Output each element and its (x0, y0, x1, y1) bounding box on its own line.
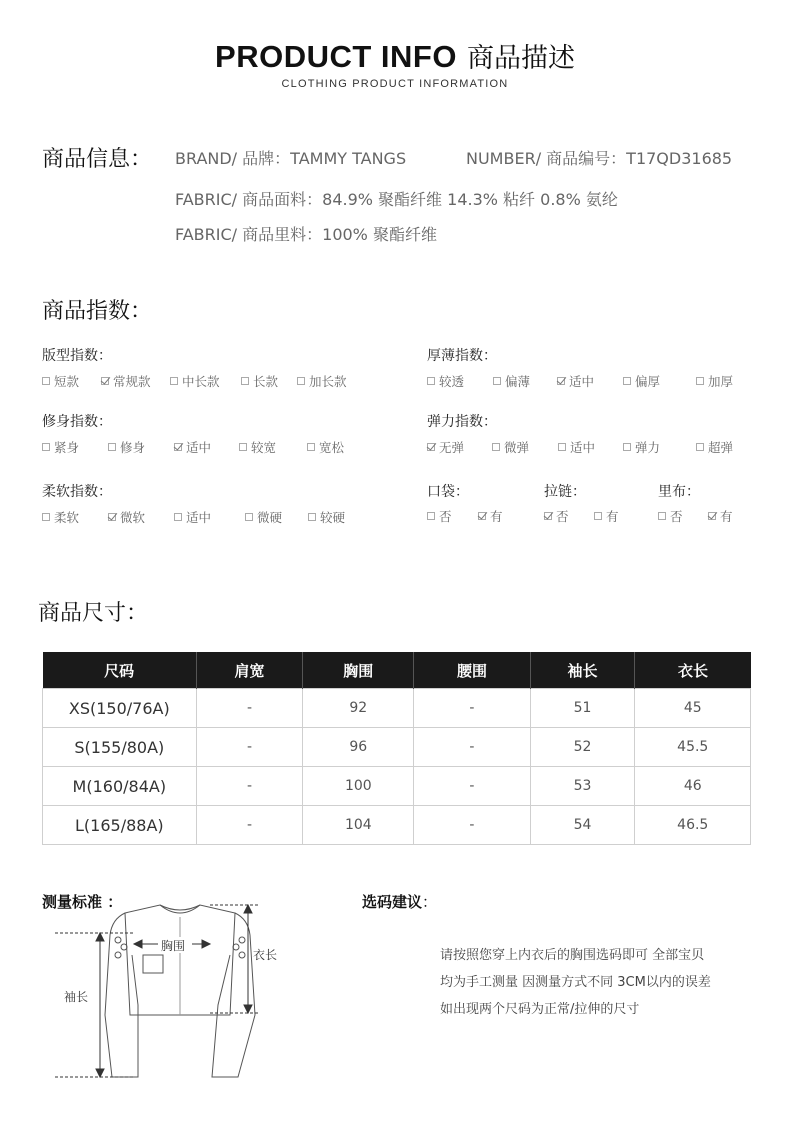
thickness-option-label: 较透 (439, 374, 465, 389)
softness-option-label: 微硬 (257, 510, 283, 525)
size-column-header: 衣长 (635, 652, 751, 689)
softness-option[interactable] (42, 508, 79, 526)
softness-label: 柔软指数： (42, 484, 112, 500)
zipper-option-label: 有 (606, 509, 619, 524)
softness-option[interactable] (108, 508, 145, 526)
fit-type-label: 版型指数： (42, 348, 112, 364)
size-table-body (43, 689, 751, 845)
lining-option-label: 否 (670, 509, 683, 524)
size-label-cell: XS(150/76A) (43, 689, 197, 728)
checkbox-icon[interactable] (42, 443, 50, 451)
checkbox-icon[interactable] (658, 512, 666, 520)
title-chinese: 商品描述 (466, 43, 575, 74)
slim-option-label: 适中 (186, 440, 212, 455)
size-value-cell: - (196, 689, 303, 728)
softness-option-label: 柔软 (54, 510, 80, 525)
slim-option-label: 修身 (120, 440, 146, 455)
fit_type-option[interactable] (297, 372, 347, 390)
softness-option-label: 微软 (120, 510, 146, 525)
lining-option[interactable] (708, 507, 733, 525)
size-heading: 商品尺寸： (38, 601, 149, 626)
size-label-cell: M(160/84A) (43, 767, 197, 806)
size-value-cell: - (414, 689, 530, 728)
zipper-option[interactable] (594, 507, 619, 525)
size-value-cell: 45.5 (635, 728, 751, 767)
fit_type-option[interactable] (42, 372, 79, 390)
advice-line-3: 如出现两个尺码为正常/拉伸的尺寸 (440, 1002, 640, 1017)
pocket-option[interactable] (478, 507, 503, 525)
size-value-cell: 54 (530, 806, 635, 845)
pocket-option-label: 有 (490, 509, 503, 524)
slim-option-label: 宽松 (319, 440, 345, 455)
checkbox-icon[interactable] (245, 513, 253, 521)
indices-heading: 商品指数： (42, 299, 153, 324)
checkbox-icon[interactable] (307, 443, 315, 451)
pocket-label: 口袋： (427, 484, 469, 500)
size-value-cell: 100 (303, 767, 414, 806)
checked-checkbox-icon[interactable] (174, 443, 182, 451)
elastic-option[interactable] (492, 438, 529, 456)
sleeve-label: 袖长 (64, 990, 89, 1004)
lining-fabric-line: FABRIC/ 商品里料：100% 聚酯纤维 (175, 225, 437, 244)
thickness-option[interactable] (696, 372, 733, 390)
advice-line-1: 请按照您穿上内衣后的胸围选码即可 全部宝贝 (440, 948, 705, 963)
title-english: PRODUCT INFO (215, 39, 457, 74)
elastic-option[interactable] (623, 438, 660, 456)
size-column-header: 袖长 (530, 652, 635, 689)
checkbox-icon[interactable] (696, 377, 704, 385)
advice-line-2: 均为手工测量 因测量方式不同 3CM以内的误差 (440, 975, 711, 990)
checkbox-icon[interactable] (174, 513, 182, 521)
slim-option[interactable] (42, 438, 79, 456)
elastic-option-label: 弹力 (635, 440, 661, 455)
pocket-option[interactable] (427, 507, 452, 525)
lining-option-label: 有 (720, 509, 733, 524)
elastic-option[interactable] (696, 438, 733, 456)
checkbox-icon[interactable] (492, 443, 500, 451)
slim-option-label: 紧身 (54, 440, 80, 455)
size-value-cell: 51 (530, 689, 635, 728)
slim-option[interactable] (239, 438, 276, 456)
checked-checkbox-icon[interactable] (108, 513, 116, 521)
checkbox-icon[interactable] (42, 377, 50, 385)
slim-option[interactable] (174, 438, 211, 456)
size-value-cell: 45 (635, 689, 751, 728)
size-label-cell: S(155/80A) (43, 728, 197, 767)
advice-title-colon: ： (422, 893, 438, 911)
softness-option-label: 较硬 (320, 510, 346, 525)
jacket-measurement-diagram (50, 895, 300, 1085)
checkbox-icon[interactable] (108, 443, 116, 451)
size-table-row (43, 767, 751, 806)
checkbox-icon[interactable] (558, 443, 566, 451)
size-value-cell: 96 (303, 728, 414, 767)
elastic-option-label: 适中 (570, 440, 596, 455)
thickness-label: 厚薄指数： (427, 348, 497, 364)
zipper-option-label: 否 (556, 509, 569, 524)
size-column-header: 肩宽 (196, 652, 303, 689)
fit_type-option-label: 短款 (54, 374, 80, 389)
thickness-option[interactable] (493, 372, 530, 390)
size-value-cell: - (414, 806, 530, 845)
fit_type-option-label: 中长款 (182, 374, 220, 389)
elastic-option-label: 超弹 (708, 440, 734, 455)
checked-checkbox-icon[interactable] (427, 443, 435, 451)
advice-title (362, 891, 437, 912)
size-value-cell: 52 (530, 728, 635, 767)
checkbox-icon[interactable] (696, 443, 704, 451)
thickness-option-label: 适中 (569, 374, 595, 389)
elastic-option[interactable] (427, 438, 464, 456)
thickness-option[interactable] (623, 372, 660, 390)
thickness-option[interactable] (557, 372, 594, 390)
size-value-cell: 53 (530, 767, 635, 806)
page-title (0, 36, 790, 75)
size-table-row (43, 806, 751, 845)
size-table-row (43, 689, 751, 728)
fabric-line: FABRIC/ 商品面料：84.9% 聚酯纤维 14.3% 粘纤 0.8% 氨纶 (175, 190, 618, 209)
slim-option[interactable] (108, 438, 145, 456)
thickness-option-label: 加厚 (708, 374, 734, 389)
size-value-cell: - (414, 728, 530, 767)
fit_type-option[interactable] (170, 372, 220, 390)
fit_type-option-label: 常规款 (113, 374, 151, 389)
softness-option[interactable] (245, 508, 282, 526)
jacket-outline (105, 905, 255, 1077)
checkbox-icon[interactable] (427, 512, 435, 520)
size-value-cell: 46.5 (635, 806, 751, 845)
checkbox-icon[interactable] (297, 377, 305, 385)
fit_type-option-label: 加长款 (309, 374, 347, 389)
checkbox-icon[interactable] (623, 443, 631, 451)
checkbox-icon[interactable] (42, 513, 50, 521)
size-table-row (43, 728, 751, 767)
lining-index-label: 里布： (658, 484, 700, 500)
length-label: 衣长 (253, 948, 278, 962)
brand-line: BRAND/ 品牌：TAMMY TANGS (175, 149, 407, 168)
size-column-header: 尺码 (43, 652, 197, 689)
thickness-option-label: 偏薄 (505, 374, 531, 389)
size-table (42, 652, 751, 845)
checkbox-icon[interactable] (170, 377, 178, 385)
size-value-cell: - (196, 806, 303, 845)
slim-option[interactable] (307, 438, 344, 456)
measurement-title: 测量标准 ： (42, 893, 123, 911)
slim-label: 修身指数： (42, 414, 112, 430)
lining-option[interactable] (658, 507, 683, 525)
size-label-cell: L(165/88A) (43, 806, 197, 845)
checkbox-icon[interactable] (427, 377, 435, 385)
fit_type-option-label: 长款 (253, 374, 279, 389)
checkbox-icon[interactable] (594, 512, 602, 520)
checkbox-icon[interactable] (493, 377, 501, 385)
checkbox-icon[interactable] (308, 513, 316, 521)
elastic-option-label: 无弹 (439, 440, 465, 455)
softness-option[interactable] (308, 508, 345, 526)
softness-option-label: 适中 (186, 510, 212, 525)
fit_type-option[interactable] (101, 372, 151, 390)
thickness-option-label: 偏厚 (635, 374, 661, 389)
size-value-cell: 46 (635, 767, 751, 806)
size-table-header-row (43, 652, 751, 689)
zipper-label: 拉链： (544, 484, 586, 500)
slim-option-label: 较宽 (251, 440, 277, 455)
checked-checkbox-icon[interactable] (544, 512, 552, 520)
size-value-cell: - (414, 767, 530, 806)
elastic-label: 弹力指数： (427, 414, 497, 430)
product-info-heading: 商品信息： (42, 147, 153, 172)
size-column-header: 腰围 (414, 652, 530, 689)
pocket-option-label: 否 (439, 509, 452, 524)
page-subtitle: CLOTHING PRODUCT INFORMATION (281, 78, 509, 90)
checked-checkbox-icon[interactable] (708, 512, 716, 520)
checkbox-icon[interactable] (623, 377, 631, 385)
size-value-cell: - (196, 767, 303, 806)
fit_type-option[interactable] (241, 372, 278, 390)
size-value-cell: 104 (303, 806, 414, 845)
checkbox-icon[interactable] (241, 377, 249, 385)
chest-label: 胸围 (161, 939, 186, 953)
size-value-cell: 92 (303, 689, 414, 728)
checked-checkbox-icon[interactable] (101, 377, 109, 385)
number-line: NUMBER/ 商品编号：T17QD31685 (466, 149, 733, 168)
softness-option[interactable] (174, 508, 211, 526)
advice-title-text: 选码建议 (362, 893, 423, 911)
thickness-option[interactable] (427, 372, 464, 390)
zipper-option[interactable] (544, 507, 569, 525)
elastic-option-label: 微弹 (504, 440, 530, 455)
checked-checkbox-icon[interactable] (478, 512, 486, 520)
size-column-header: 胸围 (303, 652, 414, 689)
checkbox-icon[interactable] (239, 443, 247, 451)
checked-checkbox-icon[interactable] (557, 377, 565, 385)
size-value-cell: - (196, 728, 303, 767)
elastic-option[interactable] (558, 438, 595, 456)
